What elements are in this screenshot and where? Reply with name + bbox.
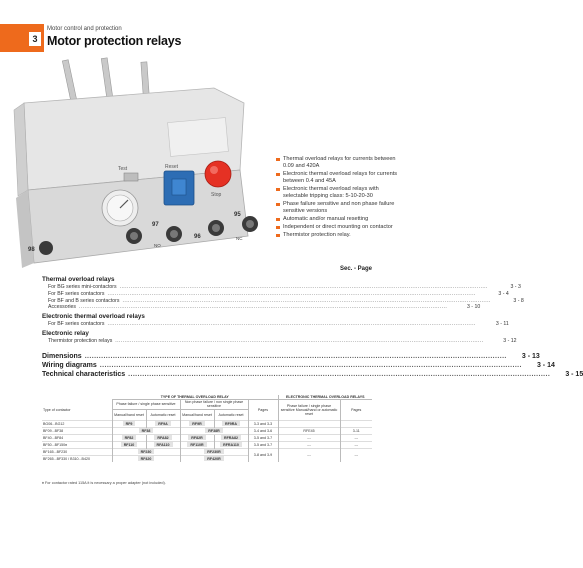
toc-head: Sec. - Page: [339, 266, 372, 272]
bullet-icon: [276, 158, 280, 162]
col-electronic: Phase failure / single phase sensitive Manual/hand or automatic reset: [278, 400, 340, 420]
bullet-icon: [276, 188, 280, 192]
section-title: Motor control and protection: [47, 26, 122, 32]
terminal-label-no: NO: [154, 243, 161, 248]
feature-item: Electronic thermal overload relays with selectable tripping class: 5-10-20-30: [276, 186, 398, 200]
terminal-label-nc: NC: [236, 236, 243, 241]
table-of-contents: [42, 266, 583, 380]
test-button[interactable]: [124, 173, 138, 181]
toc-entry[interactable]: Electronic relay: [42, 329, 89, 337]
table-row: BF40...BF84 RF82 RFA82 RF82R RFRA82 3-5 and 3-7 --- ---: [42, 434, 372, 441]
bullet-icon: [276, 234, 280, 238]
test-label: Test: [118, 166, 128, 172]
bullet-icon: [276, 226, 280, 230]
feature-item: Electronic thermal overload relays for currents between 0.4 and 45A: [276, 171, 398, 185]
toc-entry[interactable]: Thermal overload relays: [42, 276, 115, 283]
feature-item: Phase failure sensitive and non phase failure sensitive versions: [276, 201, 398, 215]
toc-section[interactable]: Dimensions .................................................................................................................................................................................... 3 - 13: [42, 352, 540, 360]
terminal-label-95: 95: [234, 212, 241, 218]
toc-entry[interactable]: For BF series contactors ........................................................................................................................................................................................................ 3 - 11: [48, 321, 509, 328]
col-phase-sensitive: Phase failure / single phase sensitive: [112, 400, 180, 409]
chapter-number: 3: [29, 32, 41, 46]
table-row: BF50...BF150♦ RF110 RFA110 RF110R RFRA110 3-5 and 3-7 --- ---: [42, 441, 372, 448]
table-footnote: ♦ For contactor rated 115A it is necessary a proper adapter (not included).: [42, 481, 166, 485]
terminal-screw-left: [39, 241, 53, 255]
table-row: BF09...BF38 RF38 RF38R 3-4 and 3-6 RFE45 3-11: [42, 427, 372, 434]
feature-item: Thermistor protection relay.: [276, 232, 398, 239]
stop-label: Stop: [211, 192, 222, 198]
col-non-phase: Non phase failure / non single phase sensitive: [180, 400, 248, 409]
sub-manual-2: Manual/hand reset: [180, 409, 214, 420]
toc-entry[interactable]: Thermistor protection relays ........................................................................................................................................................................................................ 3 - 12: [48, 337, 517, 344]
selection-table: [42, 395, 372, 462]
terminal-label-96: 96: [194, 234, 201, 240]
terminal-label-97: 97: [152, 222, 159, 228]
toc-entry[interactable]: For BF and B series contactors ........................................................................................................................................................................................................ 3 - 8: [48, 297, 524, 304]
table-row: BF165...BF230 RF230 RF230R 3-8 and 3-9 --- ---: [42, 448, 372, 455]
terminal-label-98: 98: [28, 247, 35, 253]
bullet-icon: [276, 203, 280, 207]
product-photo: [4, 58, 276, 268]
sub-manual: Manual/hand reset: [112, 409, 146, 420]
sub-auto-2: Automatic reset: [214, 409, 248, 420]
bullet-icon: [276, 218, 280, 222]
toc-entry[interactable]: Accessories ........................................................................................................................................................................................................ 3 - 10: [48, 304, 481, 311]
feature-list: [276, 156, 398, 240]
toc-entry[interactable]: Electronic thermal overload relays: [42, 313, 145, 321]
col-pages: Pages: [248, 400, 278, 420]
feature-item: Independent or direct mounting on contactor: [276, 224, 398, 231]
page-title: Motor protection relays: [47, 34, 182, 48]
toc-entry[interactable]: For BF series contactors ........................................................................................................................................................................................................ 3 - 4: [48, 290, 509, 297]
reset-label: Reset: [165, 164, 179, 170]
col-contactor: Type of contactor: [43, 407, 71, 412]
toc-section[interactable]: Wiring diagrams .................................................................................................................................................................................... 3 - 14: [42, 361, 555, 369]
stop-button[interactable]: [205, 161, 231, 187]
table-row: BF265...BF330 / B310...B420 RF420 RF420R: [42, 455, 372, 462]
feature-item: Thermal overload relays for currents between 0.09 and 420A: [276, 156, 398, 170]
sub-auto: Automatic reset: [146, 409, 180, 420]
col-pages-2: Pages: [340, 400, 372, 420]
table-group-electronic: ELECTRONIC THERMAL OVERLOAD RELAYS: [278, 395, 372, 400]
chapter-tab: [0, 24, 44, 52]
toc-section[interactable]: Technical characteristics .................................................................................................................................................................................... 3 - 15: [42, 370, 583, 378]
toc-entry[interactable]: For BG series mini-contactors ........................................................................................................................................................................................................ 3 - 3: [48, 284, 521, 290]
feature-item: Automatic and/or manual resetting: [276, 216, 398, 223]
bullet-icon: [276, 173, 280, 177]
table-row: BG06...BG12 RF9 RF9A RF9R RF9RA 3-3 and 3-3: [42, 420, 372, 427]
page-header: [0, 24, 400, 52]
table-group-thermal: TYPE OF THERMAL OVERLOAD RELAY: [112, 395, 278, 400]
